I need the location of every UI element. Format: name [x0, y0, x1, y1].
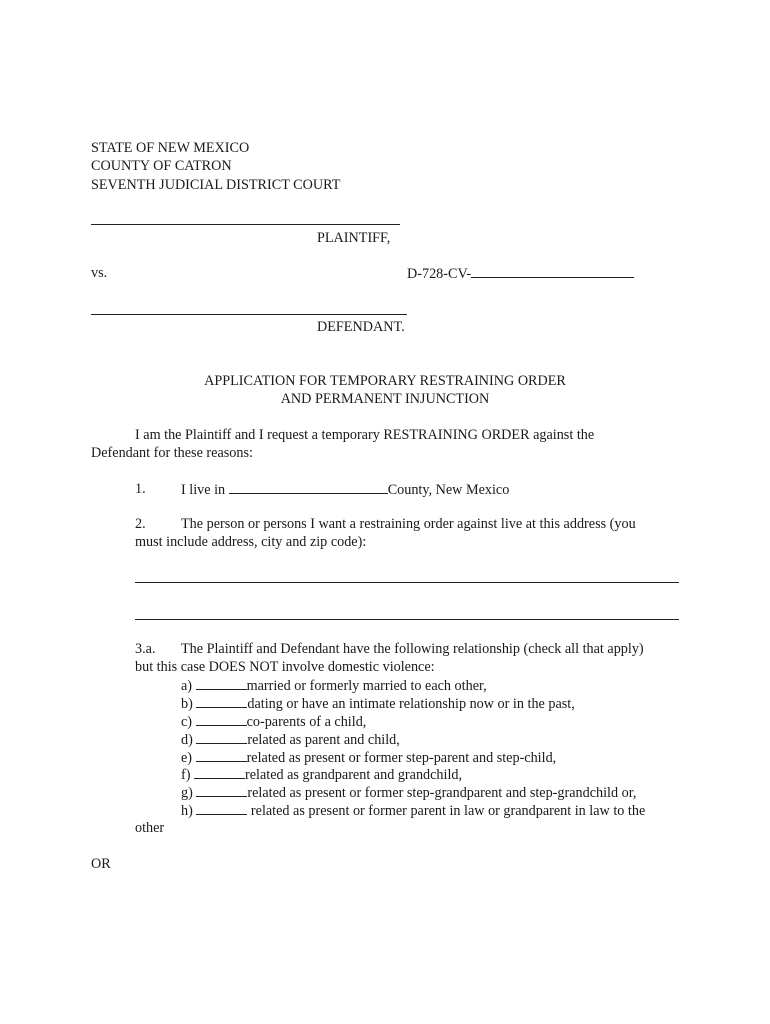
option-text: related as grandparent and grandchild,	[245, 767, 463, 783]
option-g-check-blank[interactable]	[196, 783, 247, 797]
defendant-name-line[interactable]	[91, 314, 407, 315]
document-title-line1: APPLICATION FOR TEMPORARY RESTRAINING ORDER	[204, 373, 566, 389]
case-number-prefix: D-728-CV-	[407, 266, 472, 282]
item2-number: 2.	[135, 516, 146, 532]
case-number-blank[interactable]	[471, 264, 634, 278]
item3a-number: 3.a.	[135, 641, 156, 657]
option-text: dating or have an intimate relationship now or in the past,	[247, 696, 575, 712]
plaintiff-name-line[interactable]	[91, 224, 400, 225]
address-line-1[interactable]	[135, 582, 679, 583]
item3a-line2: but this case DOES NOT involve domestic violence:	[135, 659, 435, 675]
option-c-check-blank[interactable]	[196, 712, 247, 726]
option-h-continuation: other	[135, 820, 165, 836]
item1-number: 1.	[135, 481, 146, 497]
court-county: COUNTY OF CATRON	[91, 158, 232, 174]
relationship-option-d	[181, 730, 400, 749]
relationship-option-g	[181, 783, 636, 802]
item2-line1: The person or persons I want a restraining order against live at this address (you	[181, 516, 636, 532]
vs-label: vs.	[91, 265, 108, 281]
court-state: STATE OF NEW MEXICO	[91, 140, 250, 156]
option-text: married or formerly married to each other,	[246, 678, 487, 694]
defendant-label: DEFENDANT.	[317, 319, 405, 335]
option-f-check-blank[interactable]	[194, 765, 245, 779]
option-text: related as present or former step-grandparent and step-grandchild or,	[247, 785, 637, 801]
intro-line1: I am the Plaintiff and I request a temporary RESTRAINING ORDER against the	[135, 427, 595, 443]
or-label: OR	[91, 856, 111, 872]
option-letter: g)	[181, 785, 193, 801]
item1-text-after: County, New Mexico	[387, 482, 510, 498]
item1-text-before: I live in	[181, 482, 229, 498]
intro-line2: Defendant for these reasons:	[91, 445, 253, 461]
county-blank[interactable]	[229, 480, 388, 494]
option-letter: b)	[181, 696, 193, 712]
option-a-check-blank[interactable]	[196, 676, 247, 690]
relationship-option-f	[181, 765, 462, 784]
plaintiff-label: PLAINTIFF,	[317, 230, 391, 246]
option-text: related as present or former parent in law or grandparent in law to the	[247, 803, 646, 819]
option-letter: e)	[181, 750, 193, 766]
relationship-option-c	[181, 712, 366, 731]
option-e-check-blank[interactable]	[196, 748, 247, 762]
document-title-line2: AND PERMANENT INJUNCTION	[280, 391, 490, 407]
case-number	[407, 264, 634, 283]
option-text: co-parents of a child,	[246, 714, 367, 730]
option-b-check-blank[interactable]	[196, 694, 247, 708]
option-letter: a)	[181, 678, 193, 694]
option-d-check-blank[interactable]	[196, 730, 247, 744]
option-letter: h)	[181, 803, 193, 819]
relationship-option-h	[181, 801, 645, 820]
option-text: related as present or former step-parent and step-child,	[246, 750, 557, 766]
relationship-option-b	[181, 694, 575, 713]
item2-line2: must include address, city and zip code):	[135, 534, 367, 550]
option-letter: f)	[181, 767, 191, 783]
option-letter: d)	[181, 732, 193, 748]
option-letter: c)	[181, 714, 193, 730]
option-h-check-blank[interactable]	[196, 801, 247, 815]
item1-line	[181, 480, 509, 499]
item3a-line1: The Plaintiff and Defendant have the following relationship (check all that apply)	[181, 641, 644, 657]
relationship-option-a	[181, 676, 487, 695]
address-line-2[interactable]	[135, 619, 679, 620]
court-name: SEVENTH JUDICIAL DISTRICT COURT	[91, 177, 341, 193]
option-text: related as parent and child,	[247, 732, 400, 748]
